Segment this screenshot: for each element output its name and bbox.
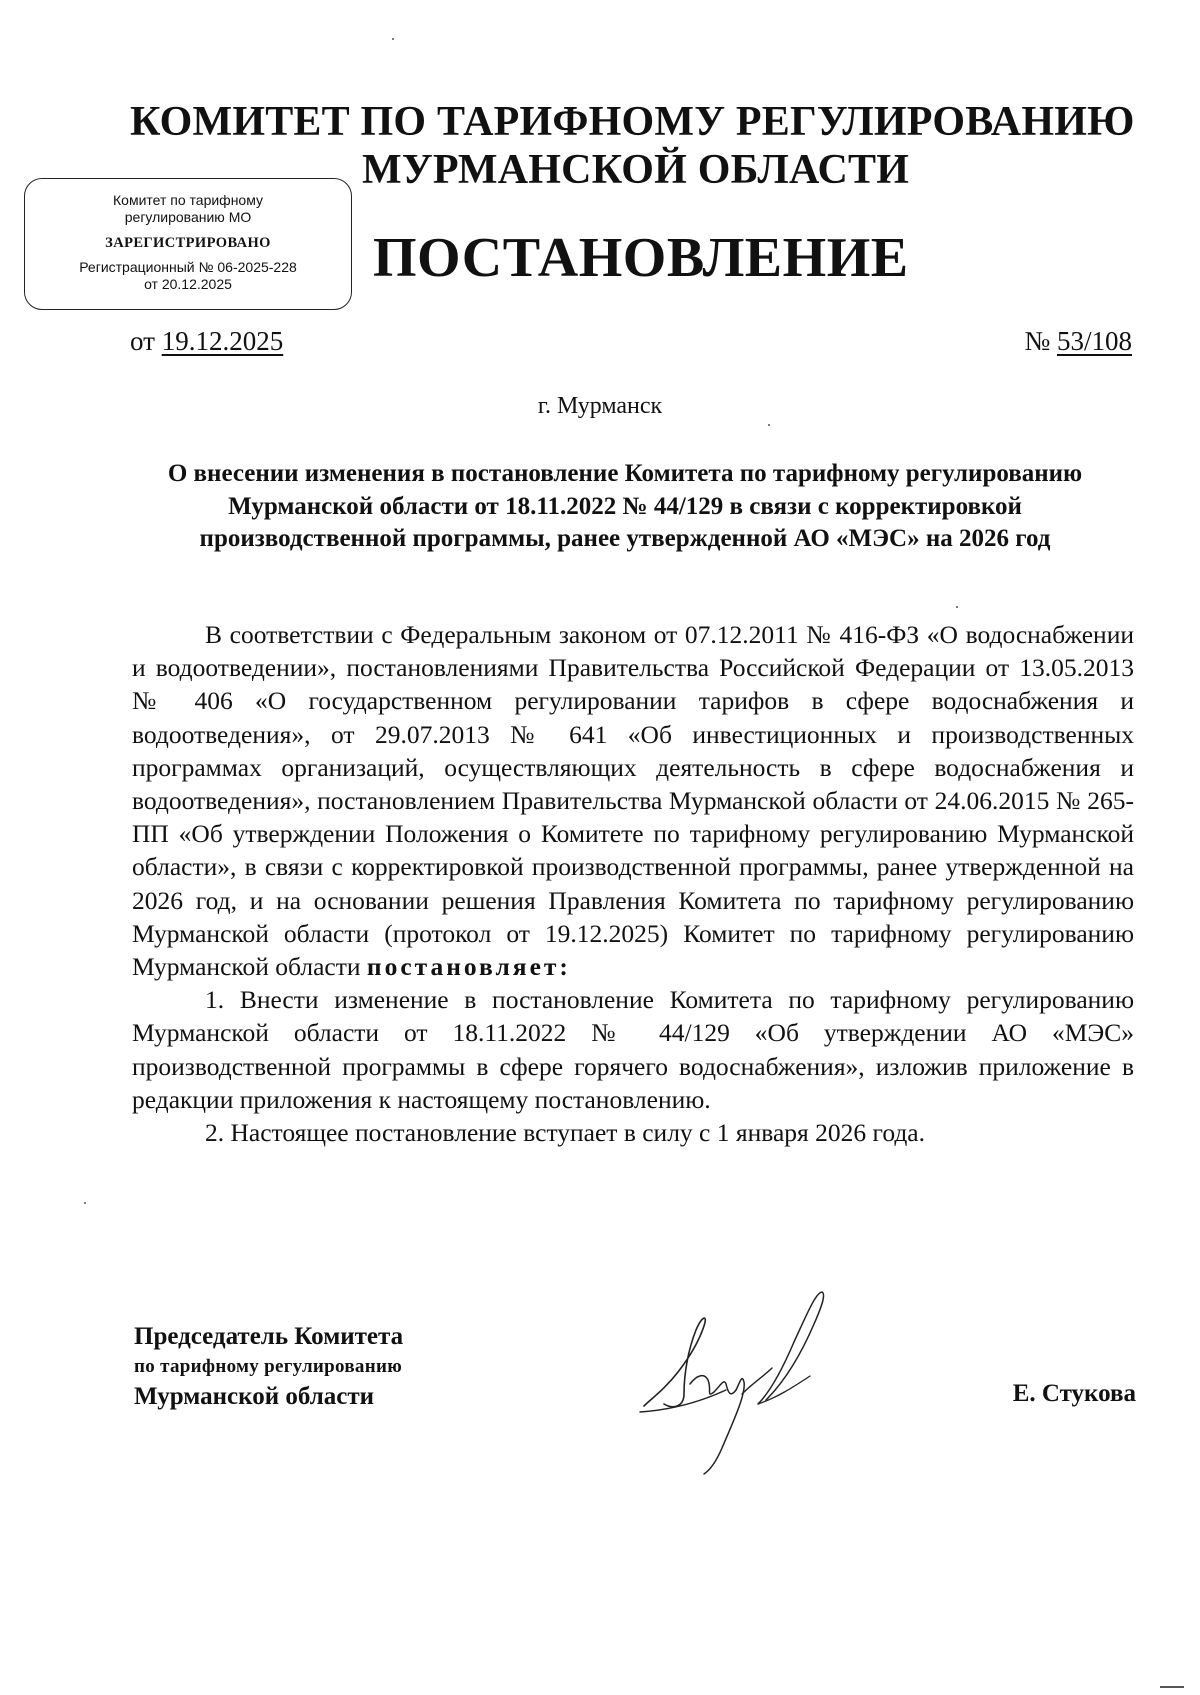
number-value: 53/108 [1056,326,1132,356]
scan-speck [1160,1686,1184,1688]
date-prefix: от [130,326,155,356]
committee-name-line2: МУРМАНСКОЙ ОБЛАСТИ [362,147,910,193]
stamp-org-line2: регулированию МО [124,209,252,225]
stamp-status: ЗАРЕГИСТРИРОВАНО [105,235,271,251]
scan-speck [84,1202,86,1204]
handwritten-signature [630,1272,890,1482]
document-date [130,326,283,357]
scan-speck [768,424,770,426]
document-body [132,618,1134,1149]
preamble-text: В соответствии с Федеральным законом от 07.12.2011 № 416-ФЗ «О водоснабжении и водоотведении», постановлениями Правительства Российской Федерации от 13.05.2013 № 406 «О государственном регулировании тарифов в сфере водоснабжения и водоотведения», от 29.07.2013 № 641 «Об инвестиционных и производственных программах организаций, осуществляющих деятельность в сфере водоснабжения и водоотведения», постановлением Правительства Мурманской области от 24.06.2015 № 265-ПП «Об утверждении Положения о Комитете по тарифному регулированию Мурманской области», в связи с корректировкой производственной программы, ранее утвержденной на 2026 год, и на основании решения Правления Комитета по тарифному регулированию Мурманской области (протокол от 19.12.2025) Комитет по тарифному регулированию Мурманской области [132,620,1134,982]
signatory-position-line2: по тарифному регулированию [134,1356,403,1377]
scan-speck [392,38,394,40]
scan-speck [956,606,958,608]
preamble-paragraph [132,618,1134,983]
document-number [1024,326,1132,357]
decree-item-2: 2. Настоящее постановление вступает в силу с 1 января 2026 года. [205,1118,926,1148]
stamp-reg-date: от 20.12.2025 [144,276,232,292]
decree-item-1: 1. Внести изменение в постановление Комитета по тарифному регулированию Мурманской области от 18.11.2022 № 44/129 «Об утверждении АО «МЭС» производственной программы в сфере горячего водоснабжения», изложив приложение в редакции приложения к настоящему постановлению. [132,985,1134,1114]
signatory-position-line3: Мурманской области [134,1383,375,1410]
number-prefix: № [1024,326,1051,356]
signatory-position-line1: Председатель Комитета [134,1323,404,1350]
document-type-title: ПОСТАНОВЛЕНИЕ [373,227,909,289]
signatory-name: Е. Стукова [1012,1380,1136,1407]
date-value: 19.12.2025 [161,326,284,356]
registration-stamp [24,178,352,310]
committee-name-line1: КОМИТЕТ ПО ТАРИФНОМУ РЕГУЛИРОВАНИЮ [130,99,1135,145]
stamp-org-line1: Комитет по тарифному [113,192,263,208]
stamp-reg-number: Регистрационный № 06-2025-228 [79,259,297,275]
document-subject-title: О внесении изменения в постановление Комитета по тарифному регулированию Мурманской области от 18.11.2022 № 44/129 в связи с корректировкой производственной программы, ранее утвержденной АО «МЭС» на 2026 год [167,460,1083,552]
decree-word: постановляет: [366,952,571,982]
document-city: г. Мурманск [537,393,663,419]
signatory-position [134,1322,403,1412]
